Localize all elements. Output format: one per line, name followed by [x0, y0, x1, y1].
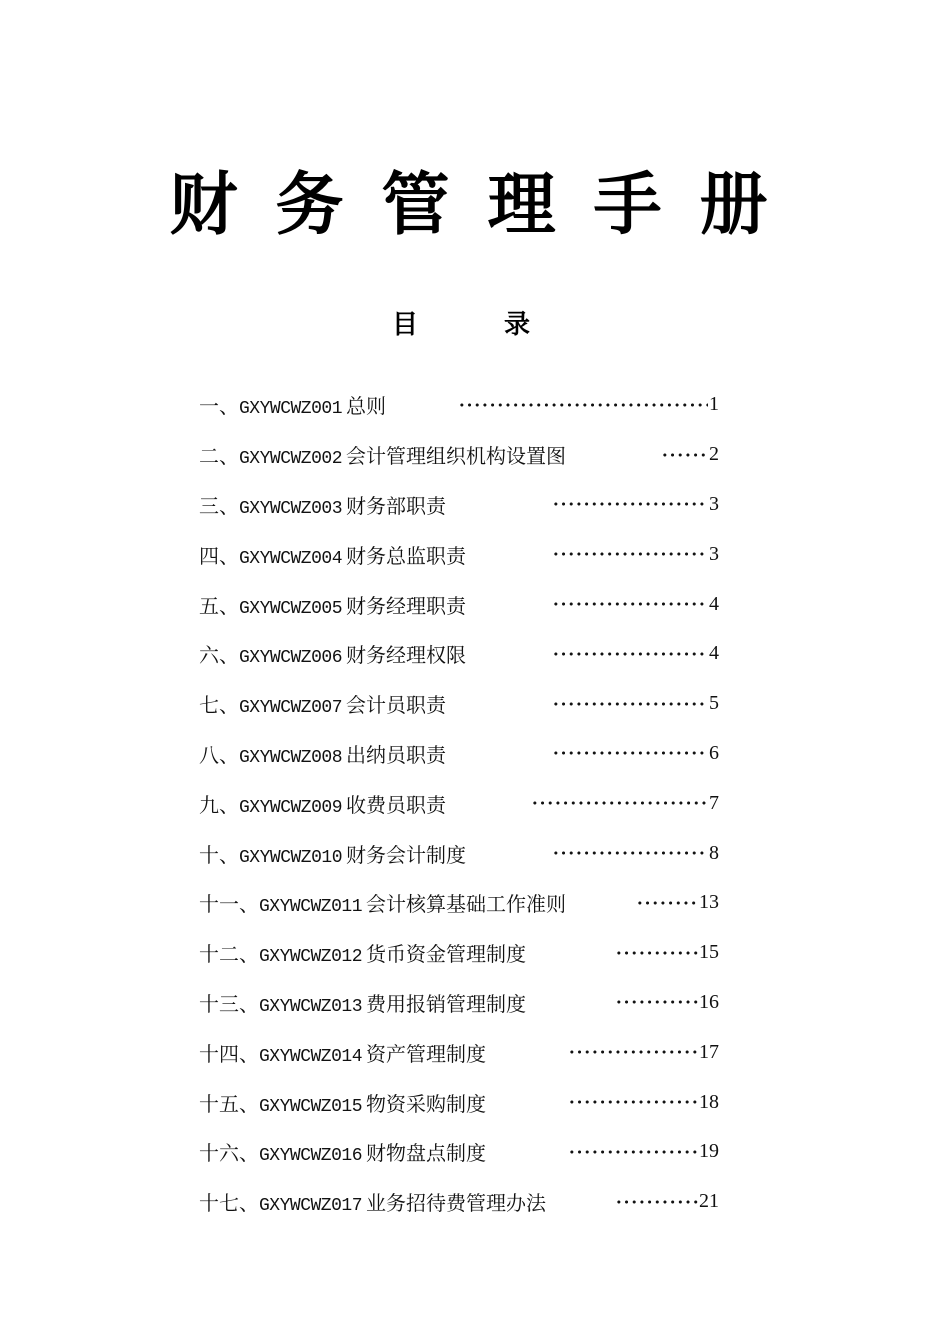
toc-entry-number: 十六、	[199, 1141, 259, 1166]
toc-entry[interactable]	[199, 679, 719, 729]
dot-leader	[552, 751, 708, 755]
toc-entry[interactable]	[199, 430, 719, 480]
toc-entry-number: 六、	[199, 643, 239, 668]
toc-entry-page-number: 3	[709, 492, 719, 515]
toc-entry-title: 物资采购制度	[366, 1091, 487, 1116]
toc-entry-leader	[552, 828, 719, 878]
toc-entry-text	[199, 739, 446, 768]
dot-leader	[552, 502, 708, 506]
toc-entry-title: 收费员职责	[346, 792, 447, 817]
toc-entry-leader	[636, 878, 719, 928]
toc-entry-text	[199, 988, 526, 1017]
toc-entry[interactable]	[199, 928, 719, 978]
toc-entry[interactable]	[199, 480, 719, 530]
toc-entry-text	[199, 938, 526, 967]
toc-entry-page-number: 17	[699, 1040, 719, 1063]
toc-entry-number: 十二、	[199, 942, 259, 967]
toc-entry-title: 总则	[346, 394, 387, 419]
toc-entry-leader	[661, 430, 719, 480]
toc-entry-page-number: 18	[699, 1090, 719, 1113]
toc-entry[interactable]	[199, 729, 719, 779]
toc-entry-page-number: 16	[699, 990, 719, 1013]
toc-entry-text	[199, 590, 466, 619]
toc-entry[interactable]	[199, 778, 719, 828]
toc-entry-page-number: 13	[699, 891, 719, 914]
dot-leader	[568, 1150, 698, 1154]
toc-entry-number: 二、	[199, 444, 239, 469]
toc-entry-title: 财物盘点制度	[366, 1141, 487, 1166]
dot-leader	[552, 552, 708, 556]
toc-entry-text	[199, 839, 466, 868]
dot-leader	[615, 1000, 698, 1004]
toc-entry-text	[199, 789, 446, 818]
toc-entry-text	[199, 540, 466, 569]
toc-entry-page-number: 15	[699, 941, 719, 964]
dot-leader	[568, 1100, 698, 1104]
toc-entry-code: GXYWCWZ017	[259, 1196, 363, 1217]
toc-entry[interactable]	[199, 380, 719, 430]
toc-entry-code: GXYWCWZ016	[259, 1146, 363, 1167]
dot-leader	[661, 453, 708, 457]
toc-entry-page-number: 3	[709, 542, 719, 565]
toc-entry-text	[199, 440, 566, 469]
toc-entry-title: 会计核算基础工作准则	[366, 892, 567, 917]
toc-entry-number: 八、	[199, 742, 239, 767]
toc-entry-page-number: 4	[709, 642, 719, 665]
toc-entry-number: 十、	[199, 842, 239, 867]
dot-leader	[552, 602, 708, 606]
dot-leader	[458, 403, 708, 407]
toc-entry-text	[199, 490, 446, 519]
toc-entry[interactable]	[199, 629, 719, 679]
dot-leader	[531, 801, 708, 805]
toc-entry-title: 财务总监职责	[346, 543, 467, 568]
toc-entry-code: GXYWCWZ010	[239, 847, 343, 868]
toc-entry-leader	[552, 729, 719, 779]
toc-entry-title: 出纳员职责	[346, 742, 447, 767]
toc-entry-title: 财务经理权限	[346, 643, 467, 668]
toc-entry-page-number: 8	[709, 841, 719, 864]
toc-entry-leader	[568, 1077, 719, 1127]
toc-entry-text	[199, 1187, 546, 1216]
toc-entry-page-number: 2	[709, 443, 719, 466]
toc-entry-code: GXYWCWZ006	[239, 648, 343, 669]
toc-entry-text	[199, 639, 466, 668]
toc-entry-leader	[615, 978, 719, 1028]
toc-entry-text	[199, 390, 386, 419]
toc-entry[interactable]	[199, 579, 719, 629]
toc-entry-page-number: 6	[709, 741, 719, 764]
toc-entry-title: 会计管理组织机构设置图	[346, 444, 567, 469]
toc-entry-code: GXYWCWZ012	[259, 947, 363, 968]
toc-entry-leader	[568, 1027, 719, 1077]
toc-entry-leader	[552, 579, 719, 629]
toc-entry-leader	[458, 380, 719, 430]
toc-entry[interactable]	[199, 529, 719, 579]
toc-heading: 目录	[391, 310, 616, 340]
toc-entry-text	[199, 888, 566, 917]
toc-entry-number: 四、	[199, 543, 239, 568]
dot-leader	[552, 702, 708, 706]
toc-entry-text	[199, 1137, 486, 1166]
toc-entry-title: 财务部职责	[346, 493, 447, 518]
toc-entry-code: GXYWCWZ001	[239, 399, 343, 420]
toc-entry-number: 三、	[199, 493, 239, 518]
toc-entry[interactable]	[199, 1127, 719, 1177]
toc-entry[interactable]	[199, 1027, 719, 1077]
toc-entry-number: 十五、	[199, 1091, 259, 1116]
toc-entry-leader	[615, 1177, 719, 1227]
toc-entry-number: 十一、	[199, 892, 259, 917]
dot-leader	[615, 951, 698, 955]
toc-entry-code: GXYWCWZ005	[239, 598, 343, 619]
toc-entry-leader	[615, 928, 719, 978]
table-of-contents	[199, 380, 719, 1227]
toc-entry-page-number: 1	[709, 393, 719, 416]
toc-entry-code: GXYWCWZ004	[239, 548, 343, 569]
toc-entry-text	[199, 689, 446, 718]
toc-entry-code: GXYWCWZ013	[259, 996, 363, 1017]
dot-leader	[636, 901, 698, 905]
toc-entry[interactable]	[199, 1077, 719, 1127]
toc-entry-leader	[552, 480, 719, 530]
toc-entry-number: 九、	[199, 792, 239, 817]
toc-entry-leader	[552, 629, 719, 679]
toc-entry-title: 费用报销管理制度	[366, 991, 527, 1016]
toc-entry-title: 会计员职责	[346, 693, 447, 718]
toc-entry-title: 资产管理制度	[366, 1041, 487, 1066]
toc-entry-title: 财务会计制度	[346, 842, 467, 867]
toc-entry-code: GXYWCWZ003	[239, 498, 343, 519]
toc-entry-title: 业务招待费管理办法	[366, 1191, 547, 1216]
toc-entry-leader	[531, 778, 719, 828]
toc-entry-number: 一、	[199, 394, 239, 419]
toc-entry-title: 货币资金管理制度	[366, 942, 527, 967]
toc-entry-leader	[552, 679, 719, 729]
toc-entry-code: GXYWCWZ007	[239, 698, 343, 719]
toc-entry-page-number: 4	[709, 592, 719, 615]
toc-entry-leader	[568, 1127, 719, 1177]
toc-entry-leader	[552, 529, 719, 579]
dot-leader	[615, 1200, 698, 1204]
toc-entry-code: GXYWCWZ002	[239, 449, 343, 470]
toc-entry[interactable]	[199, 878, 719, 928]
document-title: 财务管理手册	[169, 165, 806, 245]
dot-leader	[552, 851, 708, 855]
toc-entry-number: 十四、	[199, 1041, 259, 1066]
toc-entry-number: 十七、	[199, 1191, 259, 1216]
toc-entry-number: 五、	[199, 593, 239, 618]
dot-leader	[552, 652, 708, 656]
toc-entry-number: 七、	[199, 693, 239, 718]
toc-entry-page-number: 19	[699, 1140, 719, 1163]
toc-entry-text	[199, 1088, 486, 1117]
toc-entry-code: GXYWCWZ009	[239, 797, 343, 818]
toc-entry-page-number: 7	[709, 791, 719, 814]
toc-entry-code: GXYWCWZ008	[239, 747, 343, 768]
toc-entry-code: GXYWCWZ011	[259, 897, 363, 918]
toc-entry-number: 十三、	[199, 991, 259, 1016]
toc-entry-code: GXYWCWZ015	[259, 1096, 363, 1117]
toc-entry-title: 财务经理职责	[346, 593, 467, 618]
toc-entry-code: GXYWCWZ014	[259, 1046, 363, 1067]
toc-entry-text	[199, 1038, 486, 1067]
dot-leader	[568, 1050, 698, 1054]
toc-entry[interactable]	[199, 978, 719, 1028]
toc-entry[interactable]	[199, 1177, 719, 1227]
toc-entry-page-number: 5	[709, 692, 719, 715]
toc-entry[interactable]	[199, 828, 719, 878]
toc-entry-page-number: 21	[699, 1190, 719, 1213]
